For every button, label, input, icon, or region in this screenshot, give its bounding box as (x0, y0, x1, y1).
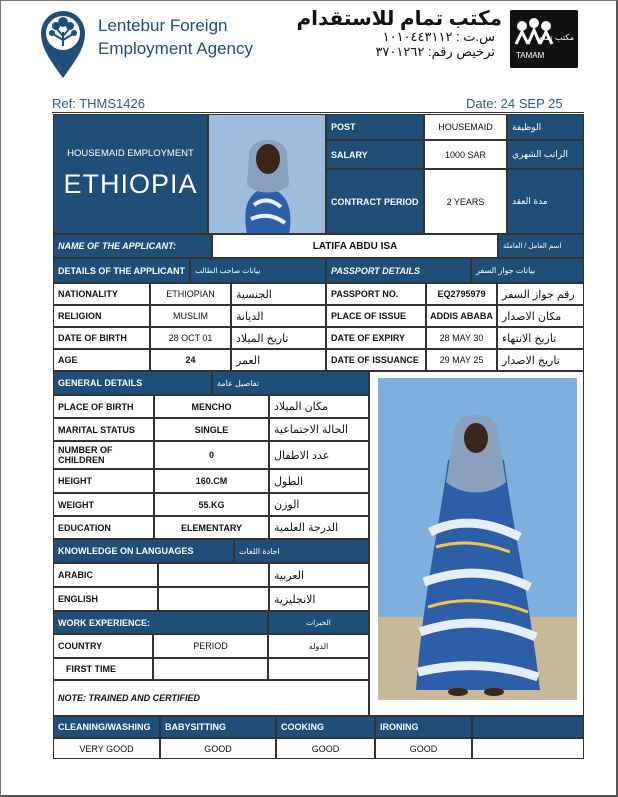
applicant-name-label: NAME OF THE APPLICANT: (53, 234, 212, 258)
skill-cleaning-value: VERY GOOD (53, 738, 160, 759)
issuance-date-arabic: تاريخ الاصدار (497, 349, 584, 371)
dob-value: 28 OCT 01 (150, 327, 231, 349)
reference-number: Ref: THMS1426 (52, 96, 145, 111)
place-of-birth-arabic: مكان الميلاد (269, 395, 369, 418)
religion-value: MUSLIM (150, 305, 231, 327)
agency-logo-icon (38, 8, 88, 80)
arabic-cr-number: س.ت : ١٠١٠٤٤٣١١٢ (382, 29, 495, 44)
children-label: NUMBER OF CHILDREN (53, 441, 154, 469)
passport-no-arabic: رقم جواز السفر (497, 283, 584, 305)
first-time-period (153, 658, 268, 680)
nationality-label: NATIONALITY (53, 283, 150, 305)
arabic-language-value (158, 563, 269, 587)
skill-babysitting-label: BABYSITTING (160, 716, 276, 738)
dob-label: DATE OF BIRTH (53, 327, 150, 349)
marital-status-label: MARITAL STATUS (53, 418, 154, 441)
experience-period-label: PERIOD (153, 634, 268, 658)
place-of-birth-value: MENCHO (154, 395, 269, 418)
religion-label: RELIGION (53, 305, 150, 327)
religion-arabic: الديانة (231, 305, 326, 327)
post-value: HOUSEMAID (424, 114, 507, 140)
skill-cooking-label: COOKING (276, 716, 375, 738)
applicant-full-photo (369, 371, 584, 716)
applicant-details-header-arabic: بيانات صاحب الطالب (190, 258, 326, 283)
weight-arabic: الوزن (269, 493, 369, 516)
general-details-header-arabic: تفاصيل عامة (212, 371, 369, 395)
dob-arabic: تاريخ الميلاد (231, 327, 326, 349)
applicant-details-header: DETAILS OF THE APPLICANT (53, 258, 190, 283)
header-divider (52, 112, 584, 113)
passport-details-header: PASSPORT DETAILS (326, 258, 471, 283)
expiry-date-arabic: تاريخ الانتهاء (497, 327, 584, 349)
applicant-portrait-photo (208, 114, 326, 234)
height-label: HEIGHT (53, 469, 154, 493)
education-value: ELEMENTARY (154, 516, 269, 539)
arabic-license-number: ترخيص رقم: ٣٧٠١٢٦٢ (375, 44, 495, 59)
arabic-language-label: ARABIC (53, 563, 158, 587)
arabic-office-title: مكتب تمام للاستقدام (296, 8, 502, 30)
passport-no-label: PASSPORT NO. (326, 283, 426, 305)
company-name-line1: Lentebur Foreign (98, 16, 228, 35)
expiry-date-value: 28 MAY 30 (426, 327, 497, 349)
height-arabic: الطول (269, 469, 369, 493)
education-label: EDUCATION (53, 516, 154, 539)
experience-country-arabic: الدوله (268, 634, 369, 658)
weight-value: 55.KG (154, 493, 269, 516)
marital-status-arabic: الحالة الاجتماعية (269, 418, 369, 441)
experience-country-label: COUNTRY (53, 634, 153, 658)
skill-blank-header (472, 716, 584, 738)
place-of-birth-label: PLACE OF BIRTH (53, 395, 154, 418)
general-details-header: GENERAL DETAILS (53, 371, 212, 395)
issuance-date-label: DATE OF ISSUANCE (326, 349, 426, 371)
passport-details-header-arabic: بيانات جواز السفر (471, 258, 584, 283)
education-arabic: الدرجة العلمية (269, 516, 369, 539)
document-date: Date: 24 SEP 25 (466, 96, 563, 111)
skill-cleaning-label: CLEANING/WASHING (53, 716, 160, 738)
skill-ironing-label: IRONING (375, 716, 472, 738)
place-of-issue-label: PLACE OF ISSUE (326, 305, 426, 327)
nationality-arabic: الجنسية (231, 283, 326, 305)
work-experience-header-arabic: الخبرات (268, 611, 369, 634)
height-value: 160.CM (154, 469, 269, 493)
first-time-label: FIRST TIME (53, 658, 153, 680)
salary-value: 1000 SAR (424, 140, 507, 169)
passport-no-value: EQ2795979 (426, 283, 497, 305)
nationality-value: ETHIOPIAN (150, 283, 231, 305)
languages-header-arabic: اجادة اللغات (234, 539, 369, 563)
company-name (98, 14, 253, 60)
skill-babysitting-value: GOOD (160, 738, 276, 759)
contract-value: 2 YEARS (424, 169, 507, 234)
company-name-line2: Employment Agency (98, 39, 253, 58)
country-title: ETHIOPIA (63, 169, 198, 199)
applicant-name-value: LATIFA ABDU ISA (212, 234, 498, 258)
contract-arabic: مدة العقد (507, 169, 584, 234)
children-value: 0 (154, 441, 269, 469)
place-of-issue-value: ADDIS ABABA (426, 305, 497, 327)
tamam-logo-arabic: مكتب تمام (538, 33, 574, 42)
issuance-date-value: 29 MAY 25 (426, 349, 497, 371)
english-language-value (158, 587, 269, 611)
weight-label: WEIGHT (53, 493, 154, 516)
marital-status-value: SINGLE (154, 418, 269, 441)
post-arabic: الوظيفة (507, 114, 584, 140)
english-language-label: ENGLISH (53, 587, 158, 611)
skill-blank-value (472, 738, 584, 759)
contract-label: CONTRACT PERIOD (326, 169, 424, 234)
age-arabic: العمر (231, 349, 326, 371)
skill-cooking-value: GOOD (276, 738, 375, 759)
children-arabic: عدد الاطفال (269, 441, 369, 469)
arabic-language-arabic: العربية (269, 563, 369, 587)
salary-label: SALARY (326, 140, 424, 169)
english-language-arabic: الانجليزية (269, 587, 369, 611)
post-label: POST (326, 114, 424, 140)
applicant-name-arabic: اسم العامل / العاملة (498, 234, 584, 258)
age-label: AGE (53, 349, 150, 371)
skill-ironing-value: GOOD (375, 738, 472, 759)
employment-banner (53, 114, 208, 234)
employment-type: HOUSEMAID EMPLOYMENT (67, 148, 194, 159)
expiry-date-label: DATE OF EXPIRY (326, 327, 426, 349)
age-value: 24 (150, 349, 231, 371)
place-of-issue-arabic: مكان الاصدار (497, 305, 584, 327)
salary-arabic: الراتب الشهري (507, 140, 584, 169)
first-time-country (268, 658, 369, 680)
training-note: NOTE: TRAINED AND CERTIFIED (53, 680, 369, 716)
tamam-logo-icon (510, 10, 578, 68)
work-experience-header: WORK EXPERIENCE: (53, 611, 268, 634)
tamam-logo-text: TAMAM (516, 51, 545, 60)
languages-header: KNOWLEDGE ON LANGUAGES (53, 539, 234, 563)
